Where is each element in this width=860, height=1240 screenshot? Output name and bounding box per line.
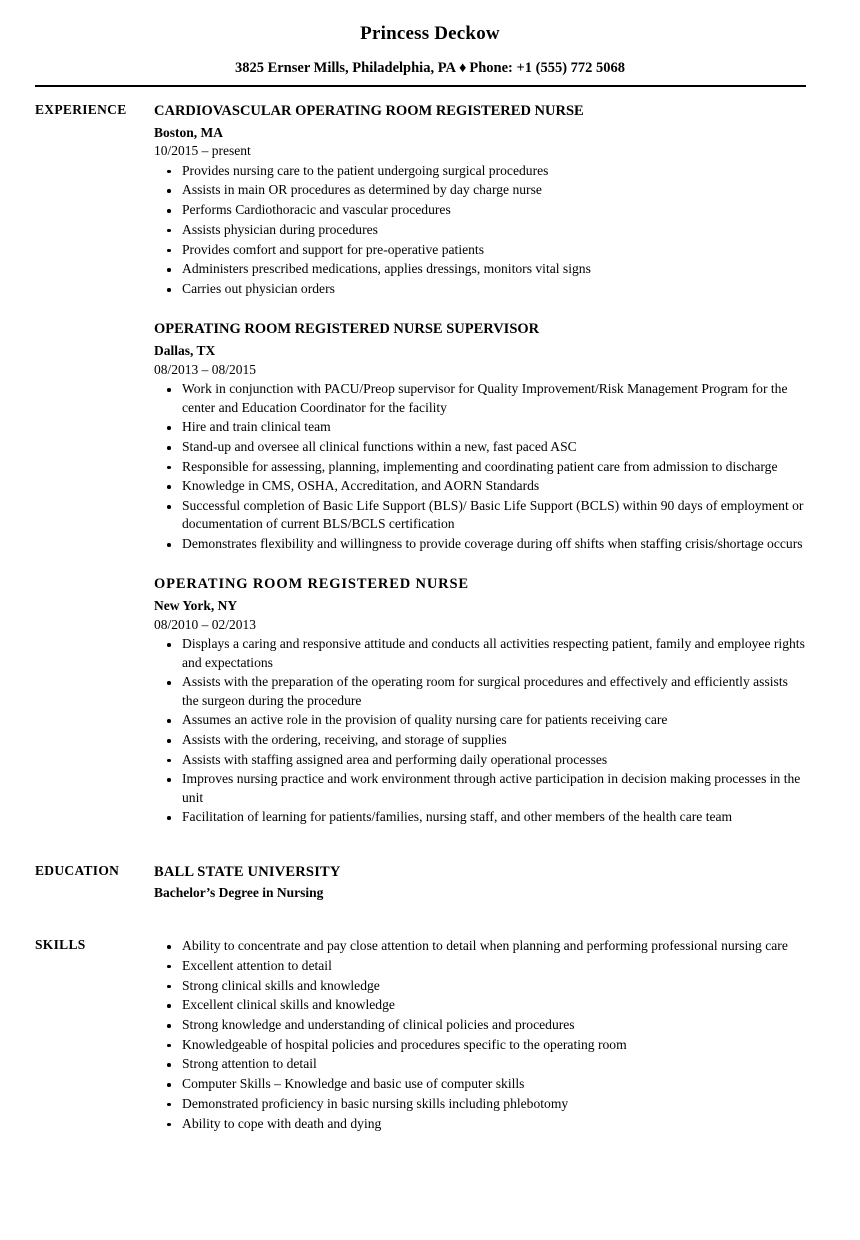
education-section (0, 863, 860, 902)
job-bullet: Displays a caring and responsive attitude and conducts all activities respecting patient, family and employee rights and expectations (154, 635, 806, 671)
job-location: Dallas, TX (154, 343, 216, 359)
experience-label: EXPERIENCE (35, 101, 127, 117)
skills-bullet-list (154, 937, 806, 1133)
skill-bullet: Strong attention to detail (154, 1055, 806, 1073)
header-divider (35, 85, 806, 87)
job-bullet: Assists with the preparation of the operating room for surgical procedures and effectively and efficiently assists the surgeon during the procedure (154, 673, 806, 709)
job-bullet-list (154, 162, 806, 298)
job-bullet: Knowledge in CMS, OSHA, Accreditation, and AORN Standards (154, 477, 806, 495)
job-bullet: Demonstrates flexibility and willingness to provide coverage during off shifts when staffing crisis/shortage occurs (154, 535, 806, 553)
job-bullet: Provides comfort and support for pre-operative patients (154, 241, 806, 259)
job-bullet: Improves nursing practice and work environment through active participation in decision making processes in the unit (154, 770, 806, 806)
contact-line (0, 60, 860, 77)
job-bullet: Successful completion of Basic Life Support (BLS)/ Basic Life Support (BCLS) within 90 days of employment or documentation of current BLS/BCLS certification (154, 497, 806, 533)
resume-header (0, 0, 860, 87)
job-bullet: Facilitation of learning for patients/families, nursing staff, and other members of the health care team (154, 808, 806, 826)
job-bullet: Assists physician during procedures (154, 221, 806, 239)
contact-phone: Phone: +1 (555) 772 5068 (469, 59, 626, 76)
skills-label: SKILLS (35, 937, 86, 953)
job-bullet: Hire and train clinical team (154, 418, 806, 436)
job-bullet-list (154, 635, 806, 826)
experience-section (0, 102, 860, 827)
job-bullet-list (154, 380, 806, 553)
job-title: CARDIOVASCULAR OPERATING ROOM REGISTERED NURSE (154, 102, 584, 119)
experience-body (154, 102, 860, 827)
job-bullet: Performs Cardiothoracic and vascular procedures (154, 201, 806, 219)
contact-address: 3825 Ernser Mills, Philadelphia, PA (234, 59, 456, 76)
candidate-name: Princess Deckow (360, 23, 500, 44)
job-location: Boston, MA (154, 124, 224, 140)
job-bullet: Stand-up and oversee all clinical functions within a new, fast paced ASC (154, 438, 806, 456)
diamond-separator-icon: ♦ (458, 59, 467, 76)
skill-bullet: Knowledgeable of hospital policies and procedures specific to the operating room (154, 1036, 806, 1054)
job-bullet: Assists in main OR procedures as determined by day charge nurse (154, 181, 806, 199)
experience-entry (154, 102, 806, 299)
education-degree: Bachelor’s Degree in Nursing (154, 884, 324, 900)
job-bullet: Assists with the ordering, receiving, and storage of supplies (154, 731, 806, 749)
skills-section (0, 937, 860, 1133)
job-location: New York, NY (154, 598, 238, 614)
job-dates: 10/2015 – present (154, 143, 251, 159)
skills-body (154, 937, 860, 1133)
experience-entry (154, 575, 806, 826)
job-bullet: Assists with staffing assigned area and performing daily operational processes (154, 751, 806, 769)
job-bullet: Carries out physician orders (154, 280, 806, 298)
job-title: OPERATING ROOM REGISTERED NURSE SUPERVISOR (154, 321, 540, 338)
job-dates: 08/2010 – 02/2013 (154, 616, 257, 632)
skill-bullet: Excellent attention to detail (154, 957, 806, 975)
skill-bullet: Ability to cope with death and dying (154, 1115, 806, 1133)
job-bullet: Provides nursing care to the patient undergoing surgical procedures (154, 162, 806, 180)
skill-bullet: Ability to concentrate and pay close attention to detail when planning and performing professional nursing care (154, 937, 806, 955)
job-dates: 08/2013 – 08/2015 (154, 361, 257, 377)
job-bullet: Administers prescribed medications, applies dressings, monitors vital signs (154, 260, 806, 278)
skill-bullet: Computer Skills – Knowledge and basic use of computer skills (154, 1075, 806, 1093)
job-title: OPERATING ROOM REGISTERED NURSE (154, 576, 469, 593)
education-label: EDUCATION (35, 862, 120, 878)
education-school: BALL STATE UNIVERSITY (154, 863, 341, 880)
skill-bullet: Strong knowledge and understanding of clinical policies and procedures (154, 1016, 806, 1034)
skill-bullet: Excellent clinical skills and knowledge (154, 996, 806, 1014)
education-body (154, 863, 860, 902)
skill-bullet: Strong clinical skills and knowledge (154, 977, 806, 995)
job-bullet: Work in conjunction with PACU/Preop supervisor for Quality Improvement/Risk Management Program for the center and Education Coordinator for the facility (154, 380, 806, 416)
skill-bullet: Demonstrated proficiency in basic nursing skills including phlebotomy (154, 1095, 806, 1113)
job-bullet: Assumes an active role in the provision of quality nursing care for patients receiving care (154, 711, 806, 729)
experience-entry (154, 320, 806, 553)
job-bullet: Responsible for assessing, planning, implementing and coordinating patient care from admission to discharge (154, 458, 806, 476)
